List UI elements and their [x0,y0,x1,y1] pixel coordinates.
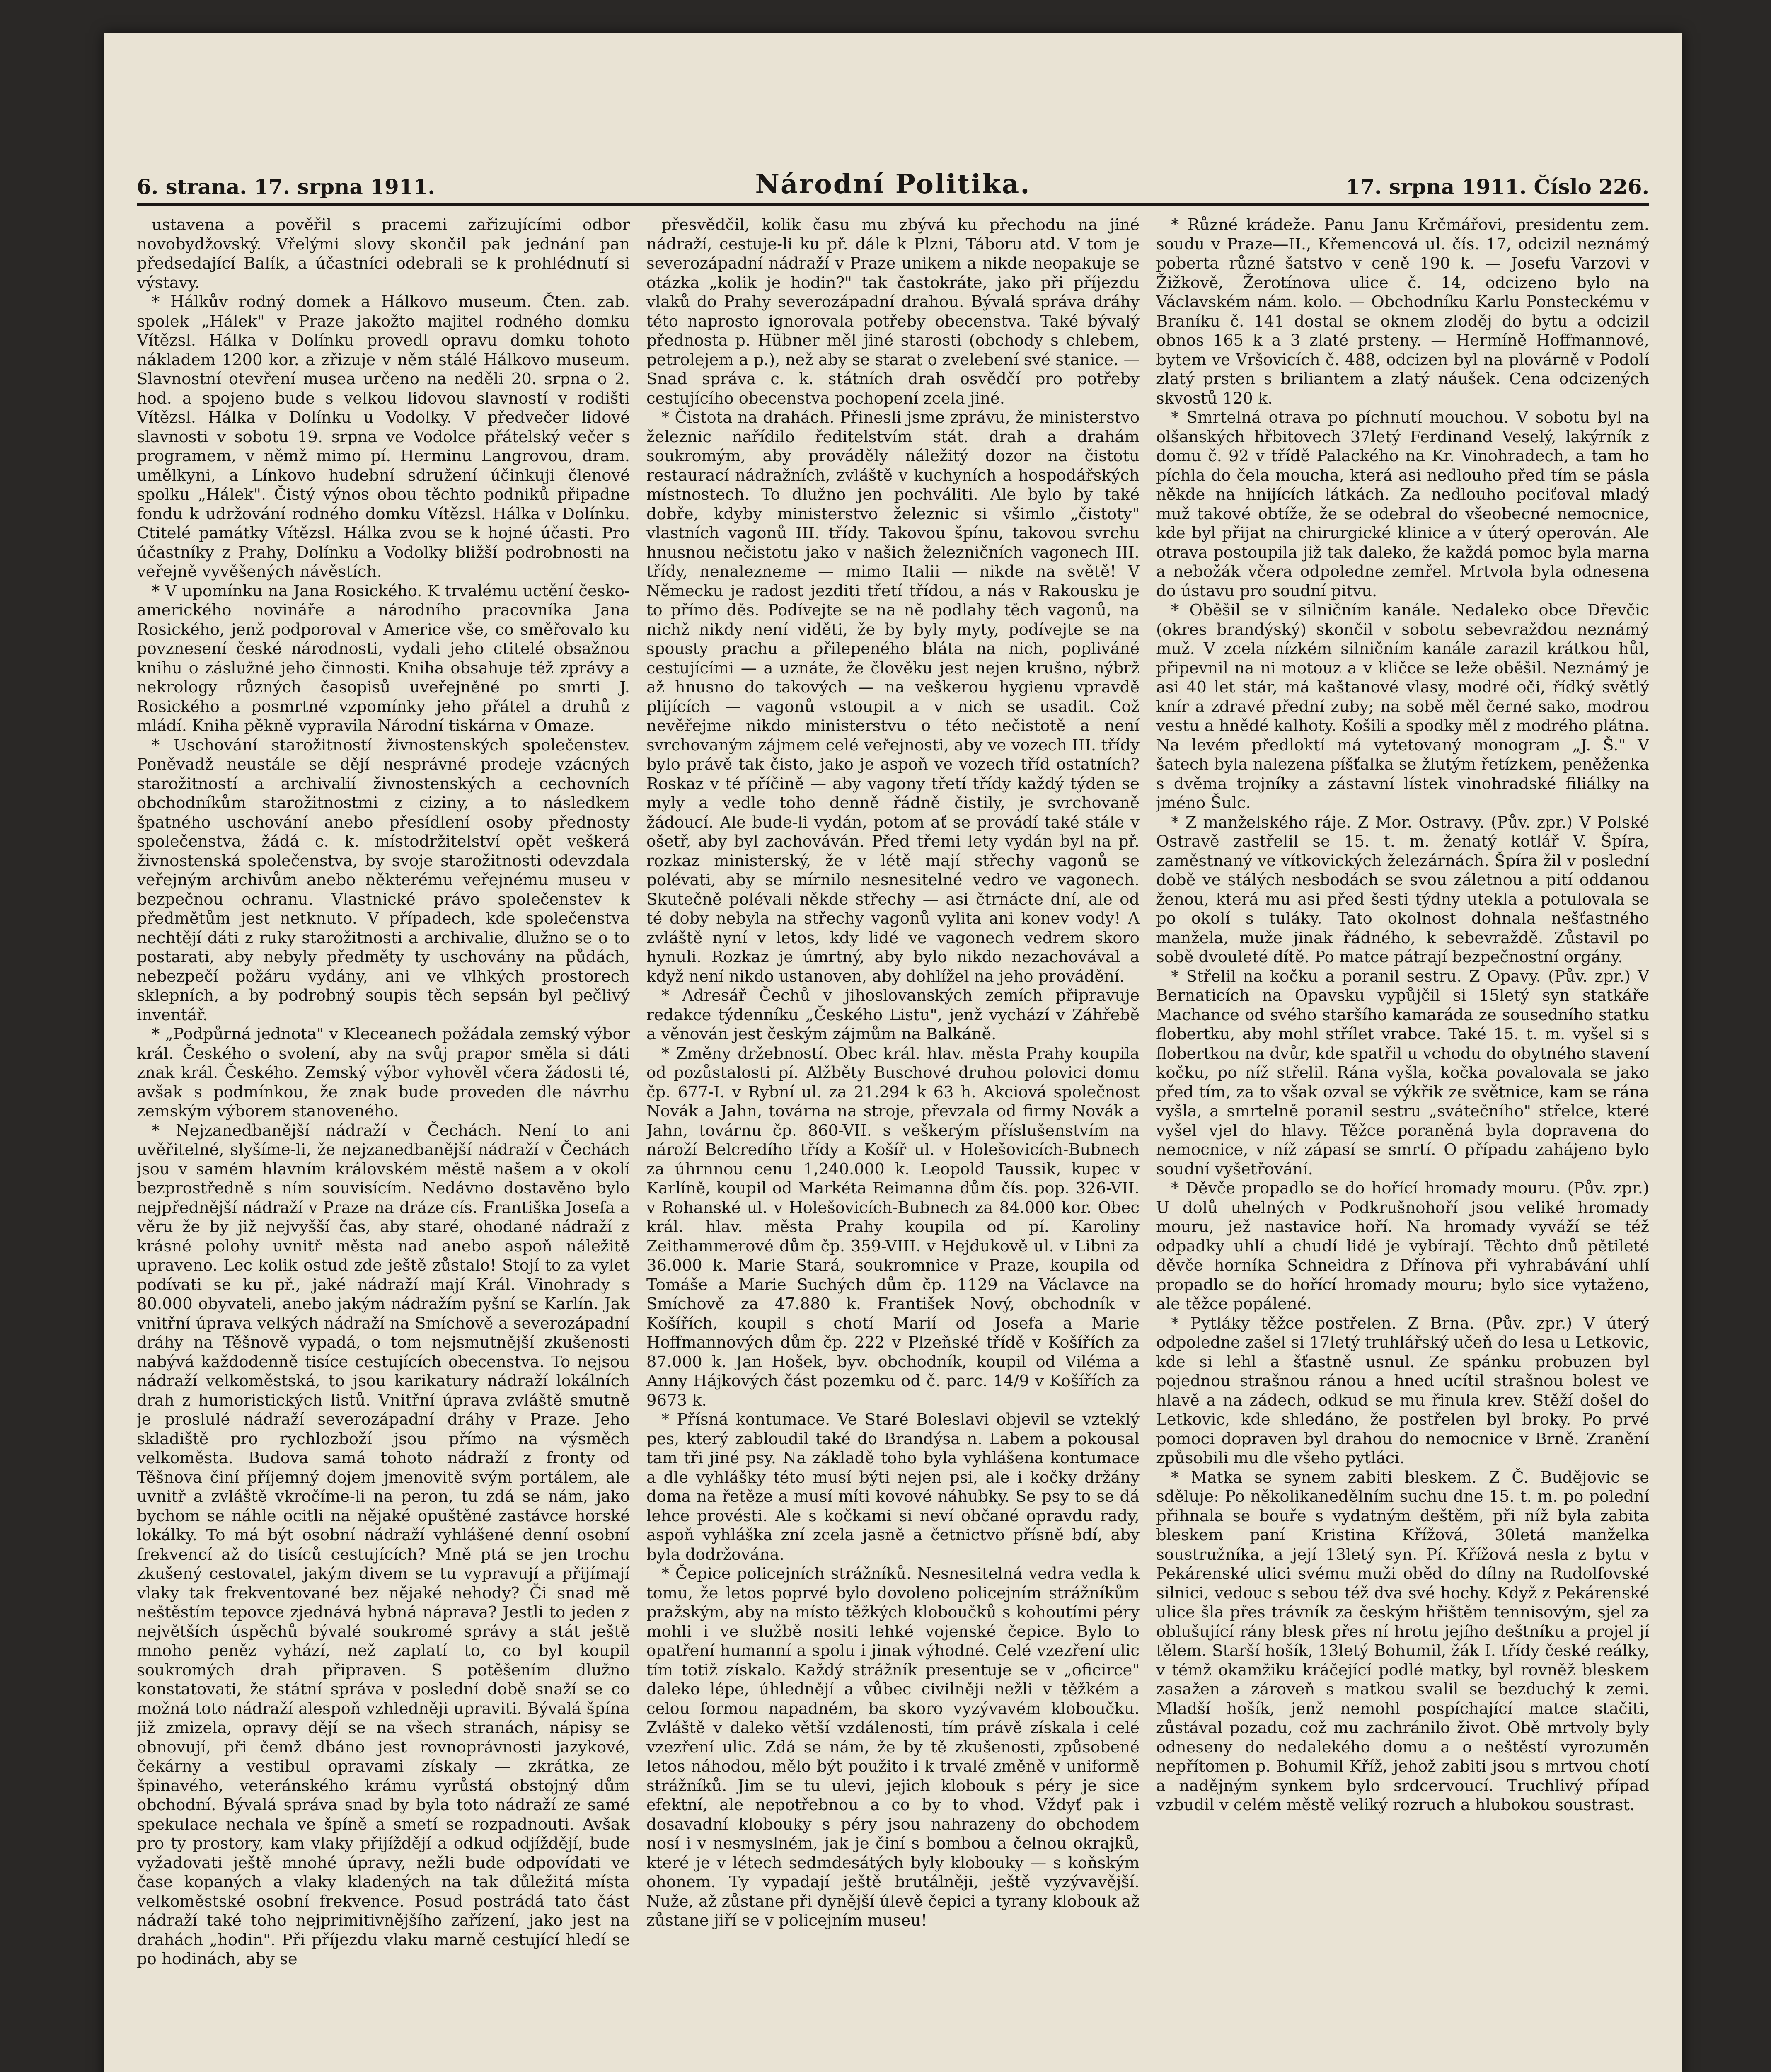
column-1 [137,215,630,2072]
article-paragraph: * Nejzanedbanější nádraží v Čechách. Není to ani uvěřitelné, slyšíme-li, že nejzanedbanější nádraží v Čechách jsou v samém hlavním královském městě našem a v okolí bezprostředně s ním souvisícím. Nedávno dostavěno bylo nejpřednější nádraží v Praze na dráze cís. Františka Josefa a věru že by již nejvyšší čas, aby staré, ohodané nádraží z krásné polohy uvnitř města nad anebo aspoň náležitě upraveno. Lec kolik ostud zde ještě zůstalo! Stojí to za vylet podívati se ku př., jaké nádraží mají Král. Vinohrady s 80.000 obyvateli, anebo jakým nádražím pyšní se Karlín. Jak vnitřní úprava velkých nádraží na Smíchově a severozápadní dráhy na Těšnově vypadá, o tom nejsmutnější zkušenosti nabývá každodenně tisíce cestujících obecenstva. To nejsou nádraží velkoměstská, to jsou karikatury nádraží lokálních drah z humoristických listů. Vnitřní úprava zvláště smutně je proslulé nádraží severozápadní dráhy v Praze. Jeho skladiště pro rychlozboží jsou přímo na výsměch velkoměsta. Budova samá tohoto nádraží z fronty od Těšnova činí příjemný dojem jmenovitě svým portálem, ale uvnitř a zvláště vkročíme-li na peron, tu zdá se nám, jako bychom se náhle ocitli na nějaké opuštěné zastávce horské lokálky. To má být osobní nádraží vyhlášené denní osobní frekvencí až do tisíců cestujících? Mně ptá se jen trochu zkušený cestovatel, jakým divem se tu vypravují a přijímají vlaky tak frekventované bez nějaké nehody? Či snad mě neštěstím tepovce zjednává hybná náprava? Jestli to jeden z největších úspěchů bývalé soukromé správy a stát ještě mnoho peněz vyhází, než zaplatí to, co byl koupil soukromých drah připraven. S potěšením dlužno konstatovati, že státní správa v poslední době snaží se co možná toto nádraží alespoň vzhledněji upraviti. Bývalá špína již zmizela, opravy dějí se na všech stranách, nápisy se obnovují, při čemž dbáno jest rovnoprávnosti jazykové, čekárny a vestibul opravami získaly — zkrátka, ze špinavého, veteránského krámu vyrůstá obstojný dům obchodní. Bývalá správa snad by byla toto nádraží ze samé spekulace nechala ve špíně a smetí se rozpadnouti. Avšak pro ty prostory, kam vlaky přijíždějí a odkud odjíždějí, bude vyžadovati ještě mnohé úpravy, nežli bude odpovídati ve čase kopaných a vlaky kladených na tak důležitá místa velkoměstské osobní frekvence. Posud postrádá tato část nádraží také toho nejprimitivnějšího zařízení, jako jest na drahách „hodin". Při příjezdu vlaku marně cestující hledí se po hodinách, aby se [137,1121,630,1968]
article-paragraph: * Změny držebností. Obec král. hlav. města Prahy koupila od pozůstalosti pí. Alžběty Buschové druhou polovici domu čp. 677-I. v Rybní ul. za 21.294 k 63 h. Akciová společnost Novák a Jahn, továrna na stroje, převzala od firmy Novák a Jahn, továrnu čp. 860-VII. s veškerým příslušenstvím na nároží Belcredího třídy a Košíř ul. v Holešovicích-Bubnech za úhrnnou cenu 1,240.000 k. Leopold Taussik, kupec v Karlíně, koupil od Markéta Reimanna dům čís. pop. 326-VII. v Rohanské ul. v Holešovicích-Bubnech za 84.000 kor. Obec král. hlav. města Prahy koupila od pí. Karoliny Zeithammerové dům čp. 359-VIII. v Hejdukově ul. v Libni za 36.000 k. Marie Stará, soukromnice v Praze, koupila od Tomáše a Marie Suchých dům čp. 1129 na Václavce na Smíchově za 47.880 k. František Nový, obchodník v Košířích, koupil s chotí Marií od Josefa a Marie Hoffmannových dům čp. 222 v Plzeňské třídě v Košířích za 87.000 k. Jan Hošek, byv. obchodník, koupil od Viléma a Anny Hájkových část pozemku od č. parc. 14/9 v Košířích za 9673 k. [646,1044,1140,1410]
column-3 [1156,215,1649,2072]
article-paragraph: * Pytláky těžce postřelen. Z Brna. (Pův. zpr.) V úterý odpoledne zašel si 17letý truhlářský učeň do lesa u Letkovic, kde si lehl a šťastně usnul. Ze spánku probuzen byl pojednou strašnou ránou a hned ucítil strašnou bolest ve hlavě a na zádech, odkud se mu řinula krev. Stěží došel do Letkovic, kde shledáno, že postřelen byl broky. Po prvé pomoci dopraven byl drahou do nemocnice v Brně. Zranění způsobili mu dle všeho pytláci. [1156,1314,1649,1467]
article-paragraph: * Děvče propadlo se do hořící hromady mouru. (Pův. zpr.) U dolů uhelných v Podkrušnohoří jsou veliké hromady mouru, jež nastavice hoří. Na hromady vyváží se též odpadky uhlí a chudí lidé je vybírají. Těchto dnů pětileté děvče horníka Schneidra z Dřínova při vyhrabávání uhlí propadlo se do hořící hromady mouru; bylo sice vytaženo, ale těžce popálené. [1156,1179,1649,1313]
article-paragraph: * Z manželského ráje. Z Mor. Ostravy. (Pův. zpr.) V Polské Ostravě zastřelil se 15. t. m. ženatý kotlář V. Špíra, zaměstnaný ve vítkovických železárnách. Špíra žil v poslední době ve stálých nesbodách se svou záletnou a pití oddanou ženou, která mu asi před šesti týdny utekla a potulovala se po okolí s tuláky. Tato okolnost dohnala nešťastného manžela, muže jinak řádného, k sebevraždě. Zůstavil po sobě dvouleté dítě. Po matce pátrají bezpečnostní orgány. [1156,813,1649,966]
article-paragraph: * Adresář Čechů v jihoslovanských zemích připravuje redakce týdenníku „Českého Listu", jenž vychází v Záhřebě a věnován jest českým zájmům na Balkáně. [646,986,1140,1043]
article-paragraph: * Oběšil se v silničním kanále. Nedaleko obce Dřevčic (okres brandýský) skončil v sobotu sebevraždou neznámý muž. V zcela nízkém silničním kanále zarazil krátkou hůl, připevnil na ni motouz a v kličce se leže oběšil. Neznámý je asi 40 let stár, má kaštanové vlasy, modré oči, řídký světlý knír a zdravé přední zuby; na sobě měl černé sako, modrou vestu a hnědé kalhoty. Košili a spodky měl z modrého plátna. Na levém předloktí má vytetovaný monogram „J. Š." V šatech byla nalezena píšťalka se žlutým řetízkem, peněženka s dvěma trojníky a zástavní lístek vinohradské filiálky na jméno Šulc. [1156,601,1649,812]
column-2 [646,215,1140,2072]
issue-date-number: 17. srpna 1911. Číslo 226. [1345,174,1649,199]
article-paragraph: * Čistota na drahách. Přinesli jsme zprávu, že ministerstvo železnic nařídilo ředitelstvím stát. drah a drahám soukromým, aby prováděly náležitý dozor na čistotu restaurací nádražních, zvláště v kuchyních a hospodářských místnostech. To dlužno jen pochváliti. Ale bylo by také dobře, kdyby ministerstvo železnic si všimlo „čistoty" vlastních vagonů III. třídy. Takovou špínu, takovou svrchu hnusnou nečistotu jako v našich železničních vagonech III. třídy, nenalezneme — mimo Italii — nikde na světě! V Německu je radost jezditi třetí třídou, a nás v Rakousku je to přímo děs. Podívejte se na ně podlahy těch vagonů, na nichž nikdy není viděti, že by byly myty, podívejte se na spousty prachu a přilepeného bláta na nich, popliváné cestujícími — a uznáte, že člověku jest nejen krušno, nýbrž až hnusno do takových — na veškerou hygienu vpravdě plijících — vagonů vstoupit a v nich se usadit. Což nevěřejme nikdo ministerstvu o této nečistotě a není svrchovaným zájmem celé veřejnosti, aby ve vozech III. třídy bylo právě tak čisto, jako je aspoň ve vozech tříd ostatních? Roskaz v té příčině — aby vagony třetí třídy každý týden se myly a vedle toho denně řádně čistily, je svrchovaně žádoucí. Ale bude-li vydán, potom ať se provádí také stále v ošetř, aby byl zachováván. Před třemi lety vydán byl na př. rozkaz ministerský, že v létě mají střechy vagonů se polévati, aby se mírnilo nesnesitelné vedro ve vagonech. Skutečně polévali někde střechy — asi čtrnácte dní, ale od té doby nebyla na střechy vagonů vylita ani konev vody! A zvláště nyní v letos, kdy lidé ve vagonech vedrem skoro hynuli. Rozkaz je úmrtný, aby bylo nikdo nezachovával a když není nikdo ustanoven, aby dohlížel na jeho provádění. [646,408,1140,986]
article-paragraph: * Matka se synem zabiti bleskem. Z Č. Budějovic se sděluje: Po několikanedělním suchu dne 15. t. m. po polední přihnala se bouře s vydatným deštěm, při níž byla zabita bleskem paní Kristina Křížová, 30letá manželka soustružníka, a její 13letý syn. Pí. Křížová nesla z bytu v Pekárenské ulici svému muži oběd do dílny na Rudolfovské silnici, vedouc s sebou též dva své hochy. Když z Pekárenské ulice šla přes trávník za českým hřištěm tennisovým, sjel za oblušující rány blesk přes ní hrotu jejího deštníku a projel jí tělem. Starší hošík, 13letý Bohumil, žák I. třídy české reálky, v témž okamžiku kráčející podlé matky, byl rovněž bleskem zasažen a zároveň s matkou svalil se bezduchý k zemi. Mladší hošík, jenž nemohl pospíchající matce stačiti, zůstával pozadu, což mu zachránilo život. Obě mrtvoly byly odneseny do nedalekého domu a o neštěstí vyrozuměn nepřítomen p. Bohumil Kříž, jehož zabiti jsou s mrtvou chotí a nadějným synkem bylo srdcervoucí. Truchlivý případ vzbudil v celém městě veliký rozruch a hlubokou soustrast. [1156,1468,1649,1814]
text-columns [137,215,1649,2072]
article-paragraph: * Střelil na kočku a poranil sestru. Z Opavy. (Pův. zpr.) V Bernaticích na Opavsku vypůjčil si 15letý syn statkáře Machance od svého staršího kamaráda ze sousedního statku flobertku, aby mohl střílet vrabce. Také 15. t. m. vyšel si s flobertkou na dvůr, kde spatřil u vchodu do obytného stavení kočku, po níž střelil. Rána vyšla, kočka povalovala se jako před tím, za to však ozval se výkřik ze světnice, kam se rána vyšla, a smrtelně poranil sestru „svátečního" střelce, které vyšel vjel do hlavy. Těžce poraněná byla dopravena do nemocnice, v níž zápasí se smrtí. O případu zahájeno bylo soudní vyšetřování. [1156,967,1649,1179]
article-paragraph: * Různé krádeže. Panu Janu Krčmářovi, presidentu zem. soudu v Praze—II., Křemencová ul. čís. 17, odcizil neznámý poberta různé šatstvo v ceně 190 k. — Josefu Varzovi v Žižkově, Žerotínova ulice č. 14, odcizeno bylo na Václavském nám. kolo. — Obchodníku Karlu Ponsteckému v Braníku č. 141 dostal se oknem zloděj do bytu a odcizil obnos 165 k a 3 zlaté prsteny. — Hermíně Hoffmannové, bytem ve Vršovicích č. 488, odcizen byl na plovárně v Podolí zlatý prsten s briliantem a zlatý náušek. Cena odcizených skvostů 120 k. [1156,215,1649,408]
newspaper-page [104,33,1682,2072]
article-paragraph: * Přísná kontumace. Ve Staré Boleslavi objevil se vzteklý pes, který zabloudil také do Brandýsa n. Labem a pokousal tam tři jiné psy. Na základě toho byla vyhlášena kontumace a dle vyhlášky této musí býti nejen psi, ale i kočky držány doma na řetěze a musí míti kovové náhubky. Se psy to se dá lehce provésti. Ale s kočkami si neví občané opravdu rady, aspoň vyhláška zní zcela jasně a četnictvo přísně bdí, aby byla dodržována. [646,1410,1140,1564]
article-paragraph: * Hálkův rodný domek a Hálkovo museum. Čten. zab. spolek „Hálek" v Praze jakožto majitel rodného domku Vítězsl. Hálka v Dolínku provedl opravu domku tohoto nákladem 1200 kor. a zřizuje v něm stálé Hálkovo museum. Slavnostní otevření musea určeno na neděli 20. srpna o 2. hod. a spojeno bude s velkou lidovou slavností v rodišti Vítězsl. Hálka v Dolínku u Vodolky. V předvečer lidové slavnosti v sobotu 19. srpna ve Vodolce přátelský večer s programem, v němž mimo pí. Herminu Langrovou, dram. umělkyni, a Línkovo hudební sdružení účinkuji členové spolku „Hálek". Čistý výnos obou těchto podniků připadne fondu k udržování rodného domku Vítězsl. Hálka v Dolínku. Ctitelé památky Vítězsl. Hálka zvou se k hojné účasti. Pro účastníky z Prahy, Dolínku a Vodolky bližší podrobnosti na veřejně vyvěšených návěstích. [137,293,630,581]
page-number-date: 6. strana. 17. srpna 1911. [137,174,435,199]
article-paragraph: * Uschování starožitností živnostenských společenstev. Poněvadž neustále se dějí nesprávné prodeje vzácných starožitností a archivalií živnostenských a cechovních obchodníkům starožitnostmi z ciziny, a to následkem špatného uschování anebo přesídlení osoby přednosty společenstva, žádá c. k. místodržitelství opět veškerá živnostenská společenstva, by svoje starožitnosti odevzdala veřejným archivům anebo některému veřejnému museu v bezpečnou ochranu. Vlastnické právo společenstev k předmětům jest netknuto. V případech, kde společenstva nechtějí dáti z ruky starožitnosti a archivalie, dlužno se o to postarati, aby nebyly předměty ty uschovány na půdách, nebezpečí požáru vydány, ani ve vlhkých prostorech sklepních, a by podrobný soupis těch sepsán byl pečlivý inventář. [137,736,630,1024]
masthead [137,157,1649,206]
article-paragraph: ustavena a pověřil s pracemi zařizujícími odbor novobydžovský. Vřelými slovy skončil pak jednání pan předsedající Balík, a účastníci odebrali se k prohlédnutí si výstavy. [137,215,630,292]
newspaper-title: Národní Politika. [755,169,1031,200]
article-paragraph: přesvědčil, kolik času mu zbývá ku přechodu na jiné nádraží, cestuje-li ku př. dále k Plzni, Táboru atd. V tom je severozápadní nádraží v Praze unikem a nikde neopakuje se otázka „kolik je hodin?" tak častokráte, jako při příjezdu vlaků do Prahy severozápadní drahou. Bývalá správa dráhy této naprosto ignorovala potřeby obecenstva. Také bývalý přednosta p. Hübner měl jiné starosti (obchody s chlebem, petrolejem a p.), než aby se starat o zvelebení své stanice. — Snad správa c. k. státních drah osvědčí pro potřeby cestujícího obecenstva pochopení zcela jiné. [646,215,1140,408]
article-paragraph: * „Podpůrná jednota" v Kleceanech požádala zemský výbor král. Českého o svolení, aby na svůj prapor směla si dáti znak král. Českého. Zemský výbor vyhověl včera žádosti té, avšak s podmínkou, že znak bude proveden dle návrhu zemským výborem stanoveného. [137,1025,630,1121]
article-paragraph: * V upomínku na Jana Rosického. K trvalému uctění česko-amerického novináře a národního pracovníka Jana Rosického, jenž podporoval v Americe vše, co směřovalo ku povznesení české národnosti, vydali jeho ctitelé obsažnou knihu o záslužné jeho činnosti. Kniha obsahuje též zprávy a nekrology různých časopisů uveřejněné po smrti J. Rosického a posmrtné vzpomínky jeho přátel a druhů z mládí. Kniha pěkně vypravila Národní tiskárna v Omaze. [137,581,630,735]
article-paragraph: * Smrtelná otrava po píchnutí mouchou. V sobotu byl na olšanských hřbitovech 37letý Ferdinand Veselý, lakýrník z domu č. 92 v třídě Palackého na Kr. Vinohradech, a tam ho píchla do čela moucha, která asi nedlouho před tím se pásla někde na hnijících látkách. Za nedlouho pociťoval mladý muž takové obtíže, že se odebral do všeobecné nemocnice, kde byl přijat na chirurgické klinice a v úterý operován. Ale otrava postoupila již tak daleko, že každá pomoc byla marna a nebožák včera odpoledne zemřel. Mrtvola byla odnesena do ústavu pro soudní pitvu. [1156,408,1649,600]
article-paragraph: * Čepice policejních strážníků. Nesnesitelná vedra vedla k tomu, že letos poprvé bylo dovoleno policejním strážníkům pražským, aby na místo těžkých kloboučků s kohoutími péry mohli i ve službě nositi lehké vojenské čepice. Bylo to opatření humanní a spolu i jinak výhodné. Celé vzezření ulic tím totiž získalo. Každý strážník presentuje se v „oficirce" daleko lépe, úhlednějí a vůbec civilněji nežli v těžkém a celou formou napadném, ba skoro vyzývavém kloboučku. Zvláště v daleko větší vzdálenosti, tím právě získala i celé vzezření ulic. Zdá se nám, že by tě zkušenosti, způsobené letos náhodou, mělo být použito i k trvalé změně v uniformě strážníků. Jim se tu ulevi, jejich klobouk s péry je sice efektní, ale nepotřebnou a co by to vhod. Vždyť pak i dosavadní klobouky s péry jsou nahrazeny do obchodem nosí i v nesmyslném, jak je činí s bombou a čelnou okrajků, které je v létech sedmdesátých byly klobouky — s koňským ohonem. Ty vypadají ještě brutálněji, ještě vyzývavější. Nuže, až zůstane při dynější úlevě čepici a tyrany klobouk až zůstane jiří se v policejním museu! [646,1564,1140,1930]
